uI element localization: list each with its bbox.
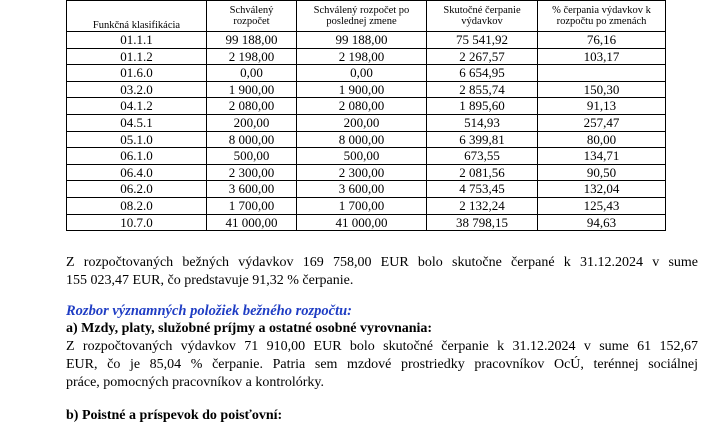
approved-budget-cell: 2 198,00 bbox=[207, 48, 297, 65]
table-row bbox=[67, 32, 666, 49]
spending-percent-cell: 132,04 bbox=[538, 181, 666, 198]
section-a-line: práce, pomocných pracovníkov a kontrolórky. bbox=[66, 375, 325, 390]
actual-spending-cell: 6 399,81 bbox=[427, 131, 538, 148]
actual-spending-cell: 1 895,60 bbox=[427, 98, 538, 115]
approved-budget-cell: 2 080,00 bbox=[207, 98, 297, 115]
budget-after-change-cell: 1 700,00 bbox=[297, 197, 427, 214]
classification-cell: 01.1.1 bbox=[67, 32, 207, 49]
approved-budget-cell: 1 900,00 bbox=[207, 81, 297, 98]
classification-cell: 05.1.0 bbox=[67, 131, 207, 148]
actual-spending-cell: 2 267,57 bbox=[427, 48, 538, 65]
actual-spending-cell: 6 654,95 bbox=[427, 65, 538, 82]
approved-budget-cell: 99 188,00 bbox=[207, 32, 297, 49]
approved-budget-cell: 200,00 bbox=[207, 114, 297, 131]
classification-cell: 01.6.0 bbox=[67, 65, 207, 82]
actual-spending-cell: 514,93 bbox=[427, 114, 538, 131]
classification-cell: 01.1.2 bbox=[67, 48, 207, 65]
classification-cell: 04.5.1 bbox=[67, 114, 207, 131]
actual-spending-cell: 2 132,24 bbox=[427, 197, 538, 214]
budget-after-change-cell: 200,00 bbox=[297, 114, 427, 131]
budget-after-change-cell: 2 300,00 bbox=[297, 164, 427, 181]
approved-budget-cell: 41 000,00 bbox=[207, 214, 297, 231]
actual-spending-cell: 4 753,45 bbox=[427, 181, 538, 198]
spending-percent-cell: 150,30 bbox=[538, 81, 666, 98]
section-a-paragraph bbox=[66, 338, 698, 392]
table-row bbox=[67, 81, 666, 98]
classification-cell: 08.2.0 bbox=[67, 197, 207, 214]
table-row bbox=[67, 131, 666, 148]
table-row bbox=[67, 164, 666, 181]
approved-budget-cell: 0,00 bbox=[207, 65, 297, 82]
classification-cell: 04.1.2 bbox=[67, 98, 207, 115]
classification-cell: 10.7.0 bbox=[67, 214, 207, 231]
table-body bbox=[67, 32, 666, 231]
table-row bbox=[67, 65, 666, 82]
expenditure-table bbox=[66, 0, 666, 231]
approved-budget-cell: 1 700,00 bbox=[207, 197, 297, 214]
budget-after-change-cell: 1 900,00 bbox=[297, 81, 427, 98]
actual-spending-cell: 38 798,15 bbox=[427, 214, 538, 231]
spending-percent-cell: 80,00 bbox=[538, 131, 666, 148]
budget-after-change-cell: 41 000,00 bbox=[297, 214, 427, 231]
classification-cell: 06.4.0 bbox=[67, 164, 207, 181]
actual-spending-cell: 673,55 bbox=[427, 148, 538, 165]
approved-budget-cell: 500,00 bbox=[207, 148, 297, 165]
table-row bbox=[67, 114, 666, 131]
spending-percent-cell bbox=[538, 65, 666, 82]
table-row bbox=[67, 48, 666, 65]
budget-after-change-cell: 500,00 bbox=[297, 148, 427, 165]
budget-after-change-cell: 8 000,00 bbox=[297, 131, 427, 148]
spending-percent-cell: 103,17 bbox=[538, 48, 666, 65]
spending-percent-cell: 134,71 bbox=[538, 148, 666, 165]
budget-after-change-cell: 0,00 bbox=[297, 65, 427, 82]
section-a-line: EUR, čo je 85,04 % čerpanie. Patria sem mzdové prostriedky pracovníkov OcÚ, terénnej sociálnej bbox=[66, 357, 698, 372]
header-approved-budget: Schválený rozpočet bbox=[207, 1, 297, 32]
classification-cell: 06.2.0 bbox=[67, 181, 207, 198]
summary-line: Z rozpočtovaných bežných výdavkov 169 758,00 EUR bolo skutočne čerpané k 31.12.2024 v sume bbox=[66, 255, 698, 270]
spending-percent-cell: 257,47 bbox=[538, 114, 666, 131]
actual-spending-cell: 75 541,92 bbox=[427, 32, 538, 49]
table-row bbox=[67, 214, 666, 231]
header-budget-after-change: Schválený rozpočet po poslednej zmene bbox=[297, 1, 427, 32]
budget-after-change-cell: 99 188,00 bbox=[297, 32, 427, 49]
budget-after-change-cell: 2 198,00 bbox=[297, 48, 427, 65]
header-spending-percent: % čerpania výdavkov k rozpočtu po zmenách bbox=[538, 1, 666, 32]
approved-budget-cell: 3 600,00 bbox=[207, 181, 297, 198]
actual-spending-cell: 2 081,56 bbox=[427, 164, 538, 181]
section-a-heading: a) Mzdy, platy, služobné príjmy a ostatné osobné vyrovnania: bbox=[66, 321, 433, 336]
spending-percent-cell: 91,13 bbox=[538, 98, 666, 115]
budget-after-change-cell: 3 600,00 bbox=[297, 181, 427, 198]
spending-percent-cell: 125,43 bbox=[538, 197, 666, 214]
summary-line: 155 023,47 EUR, čo predstavuje 91,32 % čerpanie. bbox=[66, 273, 354, 288]
classification-cell: 03.2.0 bbox=[67, 81, 207, 98]
table-row bbox=[67, 181, 666, 198]
budget-table-wrapper bbox=[66, 0, 666, 231]
table-row bbox=[67, 98, 666, 115]
section-b-heading: b) Poistné a príspevok do poisťovní: bbox=[66, 408, 283, 423]
section-a-line: Z rozpočtovaných výdavkov 71 910,00 EUR bolo skutočné čerpanie k 31.12.2024 v sume 61 152,67 bbox=[66, 339, 698, 354]
table-row bbox=[67, 197, 666, 214]
spending-percent-cell: 94,63 bbox=[538, 214, 666, 231]
spending-percent-cell: 90,50 bbox=[538, 164, 666, 181]
budget-after-change-cell: 2 080,00 bbox=[297, 98, 427, 115]
actual-spending-cell: 2 855,74 bbox=[427, 81, 538, 98]
header-classification: Funkčná klasifikácia bbox=[67, 1, 207, 32]
classification-cell: 06.1.0 bbox=[67, 148, 207, 165]
approved-budget-cell: 8 000,00 bbox=[207, 131, 297, 148]
table-header-row bbox=[67, 1, 666, 32]
spending-percent-cell: 76,16 bbox=[538, 32, 666, 49]
header-actual-spending: Skutočné čerpanie výdavkov bbox=[427, 1, 538, 32]
table-row bbox=[67, 148, 666, 165]
section-heading: Rozbor významných položiek bežného rozpočtu: bbox=[66, 303, 352, 319]
summary-paragraph bbox=[66, 254, 698, 290]
approved-budget-cell: 2 300,00 bbox=[207, 164, 297, 181]
